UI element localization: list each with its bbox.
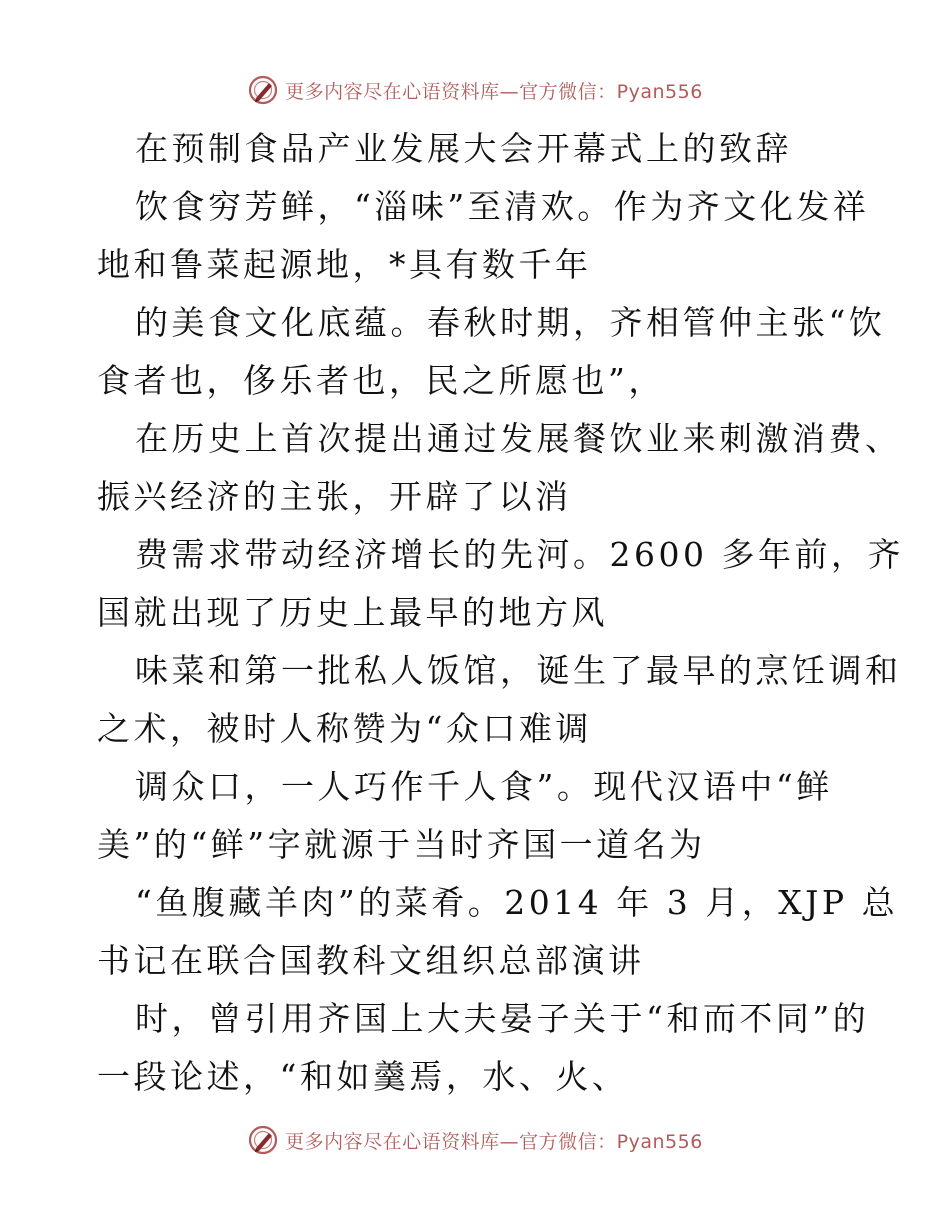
text-line: 味菜和第一批私人饭馆，诞生了最早的烹饪调和 (135, 651, 902, 690)
text-line: 国就出现了历史上最早的地方风 (97, 593, 608, 632)
text-line: 调众口，一人巧作千人食”。现代汉语中“鲜 (135, 767, 833, 806)
text-line: 之术，被时人称赞为“众口难调 (97, 709, 592, 748)
text-line: “鱼腹藏羊肉”的菜肴。2014 年 3 月，XJP 总 (135, 883, 899, 922)
text-line: 的美食文化底蕴。春秋时期，齐相管仲主张“饮 (135, 303, 886, 342)
document-body (97, 120, 904, 1106)
text-line: 在预制食品产业发展大会开幕式上的致辞 (135, 129, 792, 168)
text-line: 费需求带动经济增长的先河。2600 多年前，齐 (135, 535, 904, 574)
text-line: 一段论述，“和如羹焉，水、火、 (97, 1057, 629, 1096)
text-line: 食者也，侈乐者也，民之所愿也”， (97, 361, 665, 400)
text-line: 振兴经济的主张，开辟了以消 (97, 477, 572, 516)
text-line: 在历史上首次提出通过发展餐饮业来刺激消费、 (135, 419, 902, 458)
text-line: 时，曾引用齐国上大夫晏子关于“和而不同”的 (135, 999, 870, 1038)
text-line: 地和鲁菜起源地，*具有数千年 (97, 245, 592, 284)
footer-banner (0, 1120, 950, 1160)
seal-pen-logo-icon (247, 1124, 279, 1156)
text-line: 书记在联合国教科文组织总部演讲 (97, 941, 645, 980)
seal-pen-logo-icon (247, 74, 279, 106)
header-banner-text: 更多内容尽在心语资料库—官方微信：Pyan556 (285, 80, 703, 103)
text-line: 饮食穷芳鲜，“淄味”至清欢。作为齐文化发祥 (135, 187, 870, 226)
header-banner (0, 70, 950, 110)
footer-banner-text: 更多内容尽在心语资料库—官方微信：Pyan556 (285, 1130, 703, 1153)
text-line: 美”的“鲜”字就源于当时齐国一道名为 (97, 825, 706, 864)
